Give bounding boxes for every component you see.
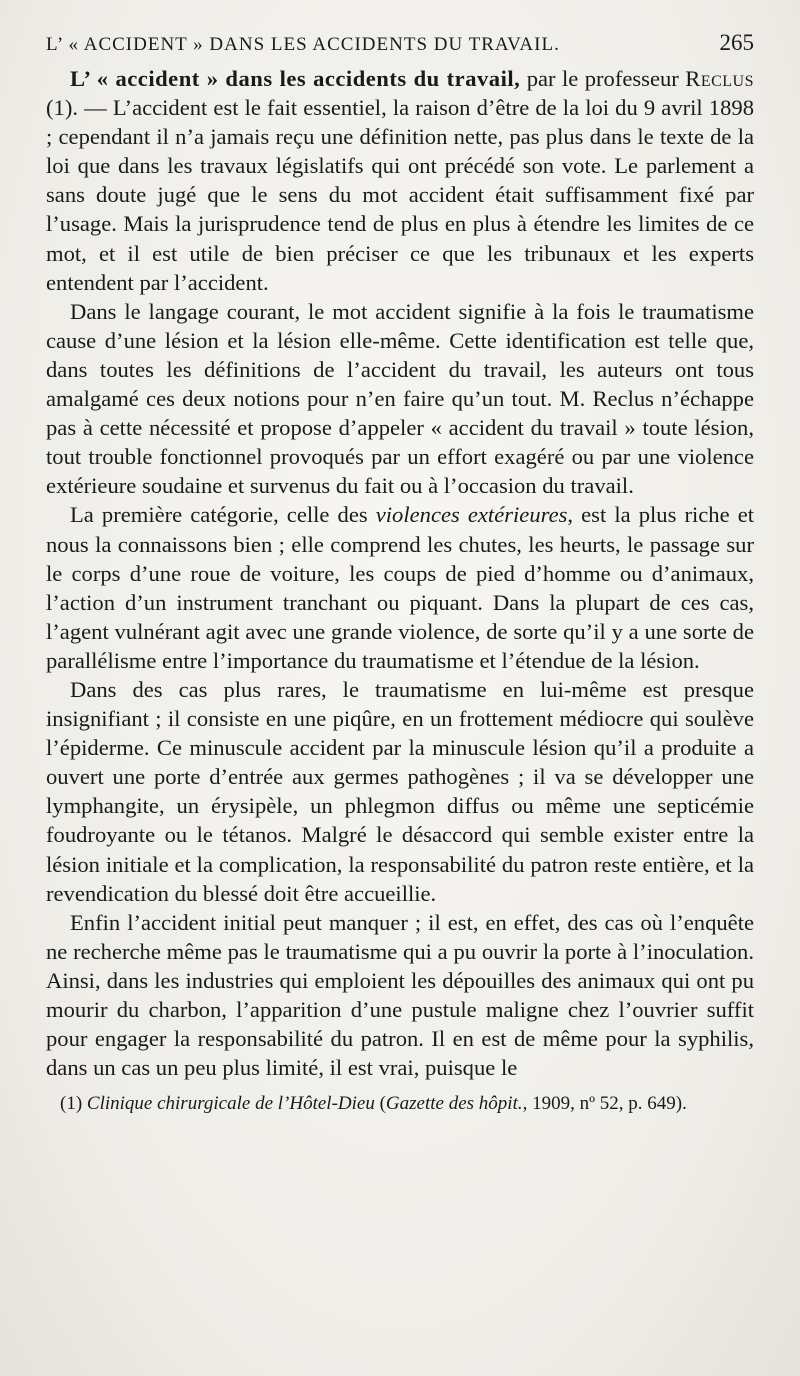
italic-term: violences extérieures	[375, 502, 568, 528]
paragraph-3-lead: La première catégorie, celle des	[70, 502, 376, 528]
footnote-paren: (	[374, 1093, 386, 1115]
footnote-title: Clinique chirurgicale de l’Hôtel-Dieu	[86, 1093, 375, 1115]
byline-text: par le professeur	[520, 66, 686, 91]
article-body	[46, 64, 754, 1082]
running-head	[46, 30, 754, 56]
article-title: L’ « accident » dans les accidents du travail,	[70, 66, 521, 91]
paragraph-2: Dans le langage courant, le mot accident signifie à la fois le traumatisme cause d’une lésion et la lésion elle-même. Cette identification est telle que, dans toutes les définitions de l’accident du travail, les auteurs ont tous amalgamé ces deux notions pour n’en faire qu’un tout. M. Reclus n’échappe pas à cette nécessité et propose d’appeler « accident du travail » toute lésion, tout trouble fonctionnel provoqués par un effort exagéré ou par une violence extérieure soudaine et survenus du fait ou à l’occasion du travail.	[46, 298, 754, 499]
author-name: Reclus	[685, 66, 754, 91]
page-number: 265	[719, 30, 754, 55]
footnote-journal: Gazette des hôpit.	[385, 1093, 523, 1115]
paragraph-5: Enfin l’accident initial peut manquer ; il est, en effet, des cas où l’enquête ne recherche même pas le traumatisme qui a pu ouvrir la porte à l’inoculation. Ainsi, dans les industries qui emploient les dépouilles des animaux qui ont pu mourir du charbon, l’apparition d’une pustule maligne chez l’ouvrier suffit pour engager la responsabilité du patron. Il en est de même pour la syphilis, dans un cas un peu plus limité, il est vrai, puisque le	[46, 909, 754, 1081]
paragraph-3-text: , est la plus riche et nous la connaissons bien ; elle comprend les chutes, les heurts, le passage sur le corps d’une roue de voiture, les coups de pied d’homme ou d’animaux, l’action d’un instrument tranchant ou piquant. Dans la plupart de ces cas, l’agent vulnérant agit avec une grande violence, de sorte qu’il y a une sorte de parallélisme entre l’importance du traumatisme et l’étendue de la lésion.	[46, 502, 755, 673]
footnote-reference: (1). —	[46, 95, 113, 121]
footnote	[46, 1092, 754, 1115]
paragraph-1-text: L’accident est le fait essentiel, la raison d’être de la loi du 9 avril 1898 ; cependant il n’a jamais reçu une définition nette, pas plus dans le texte de la loi que dans les travaux législatifs qui ont précédé son vote. Le parlement a sans doute jugé que le sens du mot accident était suffisamment fixé par l’usage. Mais la jurisprudence tend de plus en plus à étendre les limites de ce mot, et il est utile de bien préciser ce que les tribunaux et les experts entendent par l’accident.	[46, 95, 754, 295]
paragraph-4: Dans des cas plus rares, le traumatisme en lui-même est presque insignifiant ; il consiste en une piqûre, en un frottement médiocre qui soulève l’épiderme. Ce minuscule accident par la minuscule lésion qu’il a produite a ouvert une porte d’entrée aux germes pathogènes ; il va se développer une lymphangite, un érysipèle, un phlegmon diffus ou même une septicémie foudroyante ou le tétanos. Malgré le désaccord qui semble exister entre la lésion initiale et la complication, la responsabilité du patron reste entière, et la revendication du blessé doit être accueillie.	[46, 676, 754, 906]
footnote-mark: (1)	[60, 1093, 87, 1115]
footnote-citation: , 1909, nº 52, p. 649).	[522, 1093, 687, 1115]
paragraph-1	[46, 64, 754, 297]
running-head-title: L’ « ACCIDENT » DANS LES ACCIDENTS DU TRAVAIL.	[46, 34, 560, 55]
paragraph-3	[46, 500, 754, 675]
